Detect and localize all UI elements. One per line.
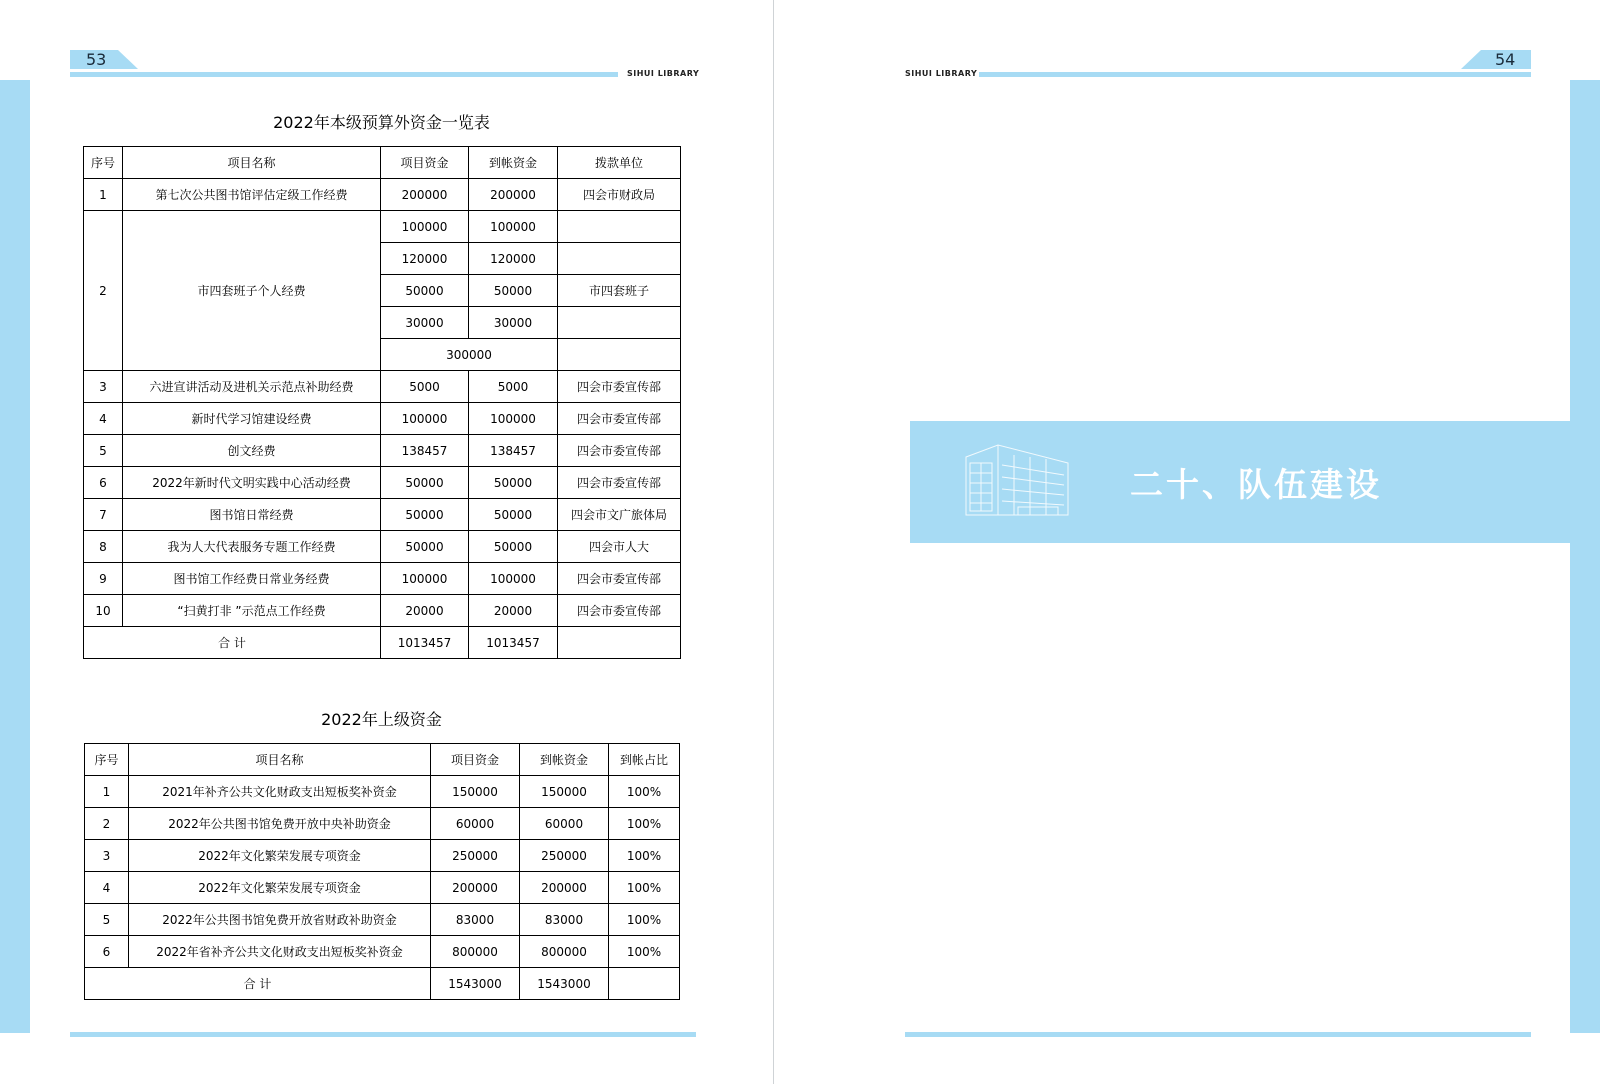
project-name: “扫黄打非 ”示范点工作经费 xyxy=(123,595,381,627)
received-funds: 50000 xyxy=(469,467,558,499)
funding-unit: 四会市委宣传部 xyxy=(558,435,681,467)
project-name: 2022年文化繁荣发展专项资金 xyxy=(129,840,431,872)
total-label: 合 计 xyxy=(84,627,381,659)
project-funds: 200000 xyxy=(431,872,520,904)
table-row xyxy=(84,403,681,435)
row-number: 5 xyxy=(84,435,123,467)
project-name: 创文经费 xyxy=(123,435,381,467)
project-funds: 20000 xyxy=(381,595,469,627)
section-title: 二十、队伍建设 xyxy=(1130,465,1382,504)
table-row xyxy=(85,776,680,808)
received-funds: 50000 xyxy=(469,275,558,307)
library-building-icon xyxy=(958,443,1070,517)
received-ratio: 100% xyxy=(609,840,680,872)
received-funds: 83000 xyxy=(520,904,609,936)
row-number: 9 xyxy=(84,563,123,595)
project-funds: 250000 xyxy=(431,840,520,872)
row-number: 1 xyxy=(85,776,129,808)
right-side-bar xyxy=(1570,80,1600,1033)
received-ratio: 100% xyxy=(609,808,680,840)
received-funds: 60000 xyxy=(520,808,609,840)
project-funds: 5000 xyxy=(381,371,469,403)
table-header-row xyxy=(85,744,680,776)
total-project-funds: 1543000 xyxy=(431,968,520,1000)
project-name: 六进宣讲活动及进机关示范点补助经费 xyxy=(123,371,381,403)
project-name: 2022年公共图书馆免费开放中央补助资金 xyxy=(129,808,431,840)
table2-title: 2022年上级资金 xyxy=(321,710,442,729)
received-funds: 50000 xyxy=(469,499,558,531)
funding-unit: 四会市财政局 xyxy=(558,179,681,211)
header-cell: 项目名称 xyxy=(123,147,381,179)
footer-rule xyxy=(905,1032,1531,1037)
header-cell: 到帐资金 xyxy=(520,744,609,776)
total-row xyxy=(84,627,681,659)
project-funds: 30000 xyxy=(381,307,469,339)
funding-unit-empty xyxy=(558,243,681,275)
funding-unit: 四会市委宣传部 xyxy=(558,595,681,627)
header-cell: 拨款单位 xyxy=(558,147,681,179)
table-row xyxy=(84,595,681,627)
project-name: 图书馆日常经费 xyxy=(123,499,381,531)
page-number: 53 xyxy=(86,50,107,69)
header-cell: 序号 xyxy=(85,744,129,776)
row-number: 5 xyxy=(85,904,129,936)
table-row xyxy=(84,531,681,563)
row-number: 2 xyxy=(85,808,129,840)
row-number: 10 xyxy=(84,595,123,627)
row-number: 3 xyxy=(85,840,129,872)
table-row xyxy=(84,179,681,211)
project-name: 2022年新时代文明实践中心活动经费 xyxy=(123,467,381,499)
project-name: 我为人大代表服务专题工作经费 xyxy=(123,531,381,563)
received-funds: 120000 xyxy=(469,243,558,275)
received-funds: 30000 xyxy=(469,307,558,339)
header-cell: 项目资金 xyxy=(381,147,469,179)
total-project-funds: 1013457 xyxy=(381,627,469,659)
project-funds: 800000 xyxy=(431,936,520,968)
project-funds: 83000 xyxy=(431,904,520,936)
total-label: 合 计 xyxy=(85,968,431,1000)
total-received-funds: 1543000 xyxy=(520,968,609,1000)
project-funds: 150000 xyxy=(431,776,520,808)
project-name: 2022年公共图书馆免费开放省财政补助资金 xyxy=(129,904,431,936)
subtotal: 300000 xyxy=(381,339,558,371)
project-funds: 50000 xyxy=(381,467,469,499)
funding-unit: 市四套班子 xyxy=(558,275,681,307)
budget-table xyxy=(83,146,681,659)
project-name: 图书馆工作经费日常业务经费 xyxy=(123,563,381,595)
total-row xyxy=(85,968,680,1000)
received-ratio: 100% xyxy=(609,904,680,936)
received-ratio: 100% xyxy=(609,872,680,904)
header-cell: 项目资金 xyxy=(431,744,520,776)
row-number: 7 xyxy=(84,499,123,531)
row-number: 8 xyxy=(84,531,123,563)
project-funds: 50000 xyxy=(381,531,469,563)
funding-unit-empty xyxy=(558,339,681,371)
page-number: 54 xyxy=(1495,50,1516,69)
table-header-row xyxy=(84,147,681,179)
received-funds: 200000 xyxy=(469,179,558,211)
funding-unit: 四会市委宣传部 xyxy=(558,563,681,595)
project-funds: 138457 xyxy=(381,435,469,467)
project-funds: 50000 xyxy=(381,275,469,307)
ratio-empty xyxy=(609,968,680,1000)
received-funds: 5000 xyxy=(469,371,558,403)
funding-unit-empty xyxy=(558,211,681,243)
project-name: 新时代学习馆建设经费 xyxy=(123,403,381,435)
received-funds: 50000 xyxy=(469,531,558,563)
row-number: 3 xyxy=(84,371,123,403)
table-row xyxy=(84,563,681,595)
received-funds: 800000 xyxy=(520,936,609,968)
left-side-bar xyxy=(0,80,30,1033)
total-received-funds: 1013457 xyxy=(469,627,558,659)
funding-unit: 四会市委宣传部 xyxy=(558,403,681,435)
table-row xyxy=(84,467,681,499)
received-funds: 150000 xyxy=(520,776,609,808)
footer-rule xyxy=(70,1032,696,1037)
table-row xyxy=(84,435,681,467)
table-row xyxy=(85,840,680,872)
header-cell: 到帐资金 xyxy=(469,147,558,179)
project-funds: 100000 xyxy=(381,403,469,435)
project-funds: 120000 xyxy=(381,243,469,275)
header-rule xyxy=(70,72,618,77)
project-funds: 100000 xyxy=(381,563,469,595)
table-row xyxy=(84,211,681,243)
project-name: 2022年文化繁荣发展专项资金 xyxy=(129,872,431,904)
header-cell: 到帐占比 xyxy=(609,744,680,776)
header-rule xyxy=(979,72,1531,77)
project-name: 市四套班子个人经费 xyxy=(123,211,381,371)
received-funds: 20000 xyxy=(469,595,558,627)
project-funds: 60000 xyxy=(431,808,520,840)
header-cell: 序号 xyxy=(84,147,123,179)
project-name: 第七次公共图书馆评估定级工作经费 xyxy=(123,179,381,211)
funding-unit-empty xyxy=(558,627,681,659)
received-funds: 100000 xyxy=(469,211,558,243)
received-funds: 138457 xyxy=(469,435,558,467)
row-number: 4 xyxy=(85,872,129,904)
funding-unit: 四会市人大 xyxy=(558,531,681,563)
header-cell: 项目名称 xyxy=(129,744,431,776)
row-number: 6 xyxy=(85,936,129,968)
received-funds: 250000 xyxy=(520,840,609,872)
funding-unit: 四会市委宣传部 xyxy=(558,467,681,499)
table-row xyxy=(85,872,680,904)
project-funds: 200000 xyxy=(381,179,469,211)
project-name: 2021年补齐公共文化财政支出短板奖补资金 xyxy=(129,776,431,808)
row-number: 1 xyxy=(84,179,123,211)
table-row xyxy=(85,936,680,968)
funding-unit-empty xyxy=(558,307,681,339)
section-banner xyxy=(910,421,1573,543)
row-number: 2 xyxy=(84,211,123,371)
funding-unit: 四会市文广旅体局 xyxy=(558,499,681,531)
row-number: 6 xyxy=(84,467,123,499)
library-label: SIHUI LIBRARY xyxy=(627,69,700,78)
received-ratio: 100% xyxy=(609,776,680,808)
gutter-line-left xyxy=(773,0,774,1084)
table-row xyxy=(85,808,680,840)
project-funds: 100000 xyxy=(381,211,469,243)
left-page xyxy=(0,0,773,1084)
superior-funds-table xyxy=(84,743,680,1000)
table-row xyxy=(84,499,681,531)
received-funds: 200000 xyxy=(520,872,609,904)
library-label: SIHUI LIBRARY xyxy=(905,69,978,78)
project-name: 2022年省补齐公共文化财政支出短板奖补资金 xyxy=(129,936,431,968)
table-row xyxy=(85,904,680,936)
received-funds: 100000 xyxy=(469,563,558,595)
project-funds: 50000 xyxy=(381,499,469,531)
received-ratio: 100% xyxy=(609,936,680,968)
table1-title: 2022年本级预算外资金一览表 xyxy=(273,113,490,132)
table-row xyxy=(84,371,681,403)
received-funds: 100000 xyxy=(469,403,558,435)
row-number: 4 xyxy=(84,403,123,435)
funding-unit: 四会市委宣传部 xyxy=(558,371,681,403)
